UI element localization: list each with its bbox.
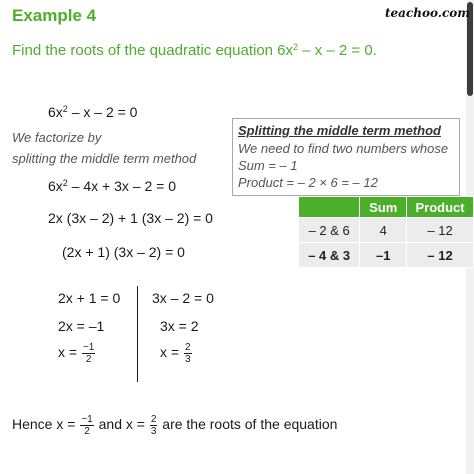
method-box-line-2: Sum = – 1 [238, 158, 298, 173]
example-heading: Example 4 [12, 6, 97, 25]
method-box-title: Splitting the middle term method [238, 123, 441, 138]
question-suffix: – x – 2 = 0. [298, 42, 377, 59]
right-x-prefix: x = [160, 344, 183, 361]
conclusion-text [12, 414, 337, 437]
question-text [12, 42, 377, 59]
equation-2-b: – 4x + 3x – 2 = 0 [67, 178, 176, 194]
equation-2-a: 6x [48, 178, 63, 194]
equation-2-exp: 2 [62, 178, 68, 188]
right-fraction-numerator: 2 [184, 342, 191, 353]
question-prefix: Find the roots of the quadratic equation 6x [12, 42, 294, 59]
left-fraction-denominator: 2 [85, 354, 92, 365]
conclusion-fraction-1 [80, 414, 93, 437]
equation-1-exp: 2 [62, 104, 68, 114]
method-box-line-1: We need to find two numbers whose [238, 141, 449, 156]
left-case-line-1: 2x + 1 = 0 [58, 290, 121, 306]
header-cell-product: Product [407, 197, 474, 218]
right-case-line-2: 3x = 2 [160, 318, 199, 334]
equation-4: (2x + 1) (3x – 2) = 0 [62, 244, 185, 260]
conclusion-fraction-2 [150, 414, 158, 437]
table-cell: – 12 [407, 243, 474, 268]
method-box [232, 118, 460, 196]
left-case-line-2: 2x = –1 [58, 318, 105, 334]
equation-1 [48, 104, 137, 120]
split-table-header [299, 197, 474, 218]
conclusion-mid: and x = [98, 416, 149, 433]
equation-2 [48, 178, 176, 194]
equation-3: 2x (3x – 2) + 1 (3x – 2) = 0 [48, 210, 213, 226]
table-cell: – 4 & 3 [299, 243, 360, 268]
left-x-prefix: x = [58, 344, 81, 361]
note-line-2: splitting the middle term method [12, 151, 197, 166]
header-cell-empty [299, 197, 360, 218]
right-fraction [184, 342, 192, 365]
equation-1-b: – x – 2 = 0 [67, 104, 138, 120]
table-cell: –1 [360, 243, 407, 268]
conclusion-prefix: Hence x = [12, 416, 80, 433]
note-line-1: We factorize by [12, 130, 102, 145]
left-case-line-3 [58, 342, 96, 365]
case-divider [137, 286, 138, 382]
conclusion-suffix: are the roots of the equation [162, 416, 338, 433]
table-row [299, 243, 474, 268]
right-case-line-3 [160, 342, 193, 365]
table-cell: – 12 [407, 218, 474, 243]
table-row [299, 218, 474, 243]
conclusion-fraction-2-numerator: 2 [150, 414, 157, 425]
left-fraction-numerator: −1 [82, 342, 95, 353]
conclusion-fraction-1-denominator: 2 [84, 426, 90, 437]
split-table [298, 196, 474, 268]
question-exponent: 2 [293, 42, 299, 52]
equation-1-a: 6x [48, 104, 63, 120]
method-box-line-3: Product = – 2 × 6 = – 12 [238, 175, 378, 190]
table-cell: – 2 & 6 [299, 218, 360, 243]
table-cell: 4 [360, 218, 407, 243]
conclusion-fraction-2-denominator: 3 [150, 426, 157, 437]
right-fraction-denominator: 3 [184, 354, 191, 365]
header-cell-sum: Sum [360, 197, 407, 218]
conclusion-fraction-1-numerator: −1 [81, 414, 93, 425]
right-case-line-1: 3x – 2 = 0 [152, 290, 214, 306]
brand-logo: teachoo.com [385, 6, 470, 20]
left-fraction [82, 342, 95, 365]
